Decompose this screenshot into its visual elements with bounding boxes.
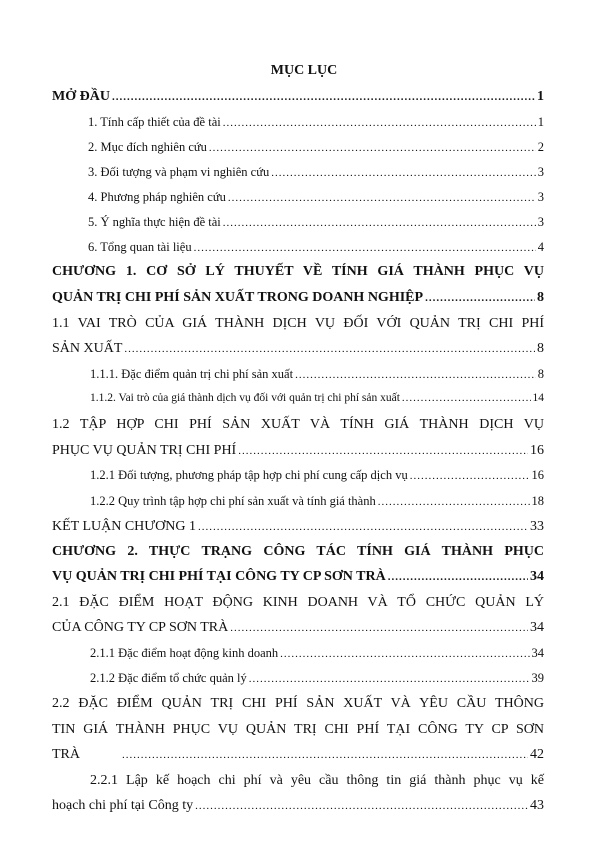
toc-entry[interactable]: 4. Phương pháp nghiên cứu ..... 3 <box>88 190 544 212</box>
toc-entry[interactable]: MỞ ĐẦU ..... 1 <box>52 89 544 111</box>
toc-entry[interactable]: QUẢN TRỊ CHI PHÍ SẢN XUẤT TRONG DOANH NGHIỆP ..... 8 <box>52 290 544 312</box>
toc-entry[interactable]: KẾT LUẬN CHƯƠNG 1 ..... 33 <box>52 519 544 541</box>
toc-entry[interactable]: 2. Mục đích nghiên cứu ..... 2 <box>88 140 544 162</box>
toc-entry[interactable]: 1.1.1. Đặc điểm quản trị chi phí sản xuất ..... 8 <box>90 367 544 389</box>
toc-entry[interactable]: 2.1.1 Đặc điểm hoạt động kinh doanh ..... 34 <box>90 646 544 668</box>
toc-entry[interactable]: 1.1.2. Vai trò của giá thành dịch vụ đối với quản trị chi phí sản xuất ..... 14 <box>90 392 544 414</box>
toc-chapter-line[interactable]: CHƯƠNG 1. CƠ SỞ LÝ THUYẾT VỀ TÍNH GIÁ THÀNH PHỤC VỤ <box>52 264 544 279</box>
toc-entry[interactable]: 2.1.2 Đặc điểm tổ chức quản lý ..... 39 <box>90 671 544 693</box>
toc-section-line[interactable]: 1.2 TẬP HỢP CHI PHÍ SẢN XUẤT VÀ TÍNH GIÁ THÀNH DỊCH VỤ <box>52 417 544 432</box>
toc-entry[interactable]: 1. Tính cấp thiết của đề tài ..... 1 <box>88 115 544 137</box>
toc-entry[interactable]: PHỤC VỤ QUẢN TRỊ CHI PHÍ ..... 16 <box>52 443 544 465</box>
toc-entry[interactable]: 1.2.2 Quy trình tập hợp chi phí sản xuất và tính giá thành ..... 18 <box>90 494 544 516</box>
toc-entry[interactable]: 3. Đối tượng và phạm vi nghiên cứu ..... 3 <box>88 165 544 187</box>
toc-entry[interactable]: 6. Tổng quan tài liệu ..... 4 <box>88 240 544 262</box>
toc-entry[interactable]: hoạch chi phí tại Công ty ..... 43 <box>52 798 544 820</box>
toc-entry[interactable]: 1.2.1 Đối tượng, phương pháp tập hợp chi phí cung cấp dịch vụ ..... 16 <box>90 468 544 490</box>
toc-section-line[interactable]: 1.1 VAI TRÒ CỦA GIÁ THÀNH DỊCH VỤ ĐỐI VỚI QUẢN TRỊ CHI PHÍ <box>52 316 544 331</box>
toc-section-line[interactable]: 2.2 ĐẶC ĐIỂM QUẢN TRỊ CHI PHÍ SẢN XUẤT VÀ YÊU CẦU THÔNG <box>52 696 544 711</box>
page-title: MỤC LỤC <box>270 63 338 78</box>
toc-section-line[interactable]: TIN GIÁ THÀNH PHỤC VỤ QUẢN TRỊ CHI PHÍ TẠI CÔNG TY CP SƠN <box>52 722 544 737</box>
toc-entry[interactable]: TRÀ ..... 42 <box>52 747 544 769</box>
toc-entry[interactable]: CỦA CÔNG TY CP SƠN TRÀ ..... 34 <box>52 620 544 642</box>
toc-subsection-line[interactable]: 2.2.1 Lập kế hoạch chi phí và yêu cầu thông tin giá thành phục vụ kế <box>90 773 544 788</box>
toc-entry[interactable]: SẢN XUẤT ..... 8 <box>52 341 544 363</box>
toc-chapter-line[interactable]: CHƯƠNG 2. THỰC TRẠNG CÔNG TÁC TÍNH GIÁ THÀNH PHỤC <box>52 544 544 559</box>
toc-entry[interactable]: VỤ QUẢN TRỊ CHI PHÍ TẠI CÔNG TY CP SƠN TRÀ ..... 34 <box>52 569 544 591</box>
toc-section-line[interactable]: 2.1 ĐẶC ĐIỂM HOẠT ĐỘNG KINH DOANH VÀ TỔ CHỨC QUẢN LÝ <box>52 595 544 610</box>
toc-entry[interactable]: 5. Ý nghĩa thực hiện đề tài ..... 3 <box>88 215 544 237</box>
